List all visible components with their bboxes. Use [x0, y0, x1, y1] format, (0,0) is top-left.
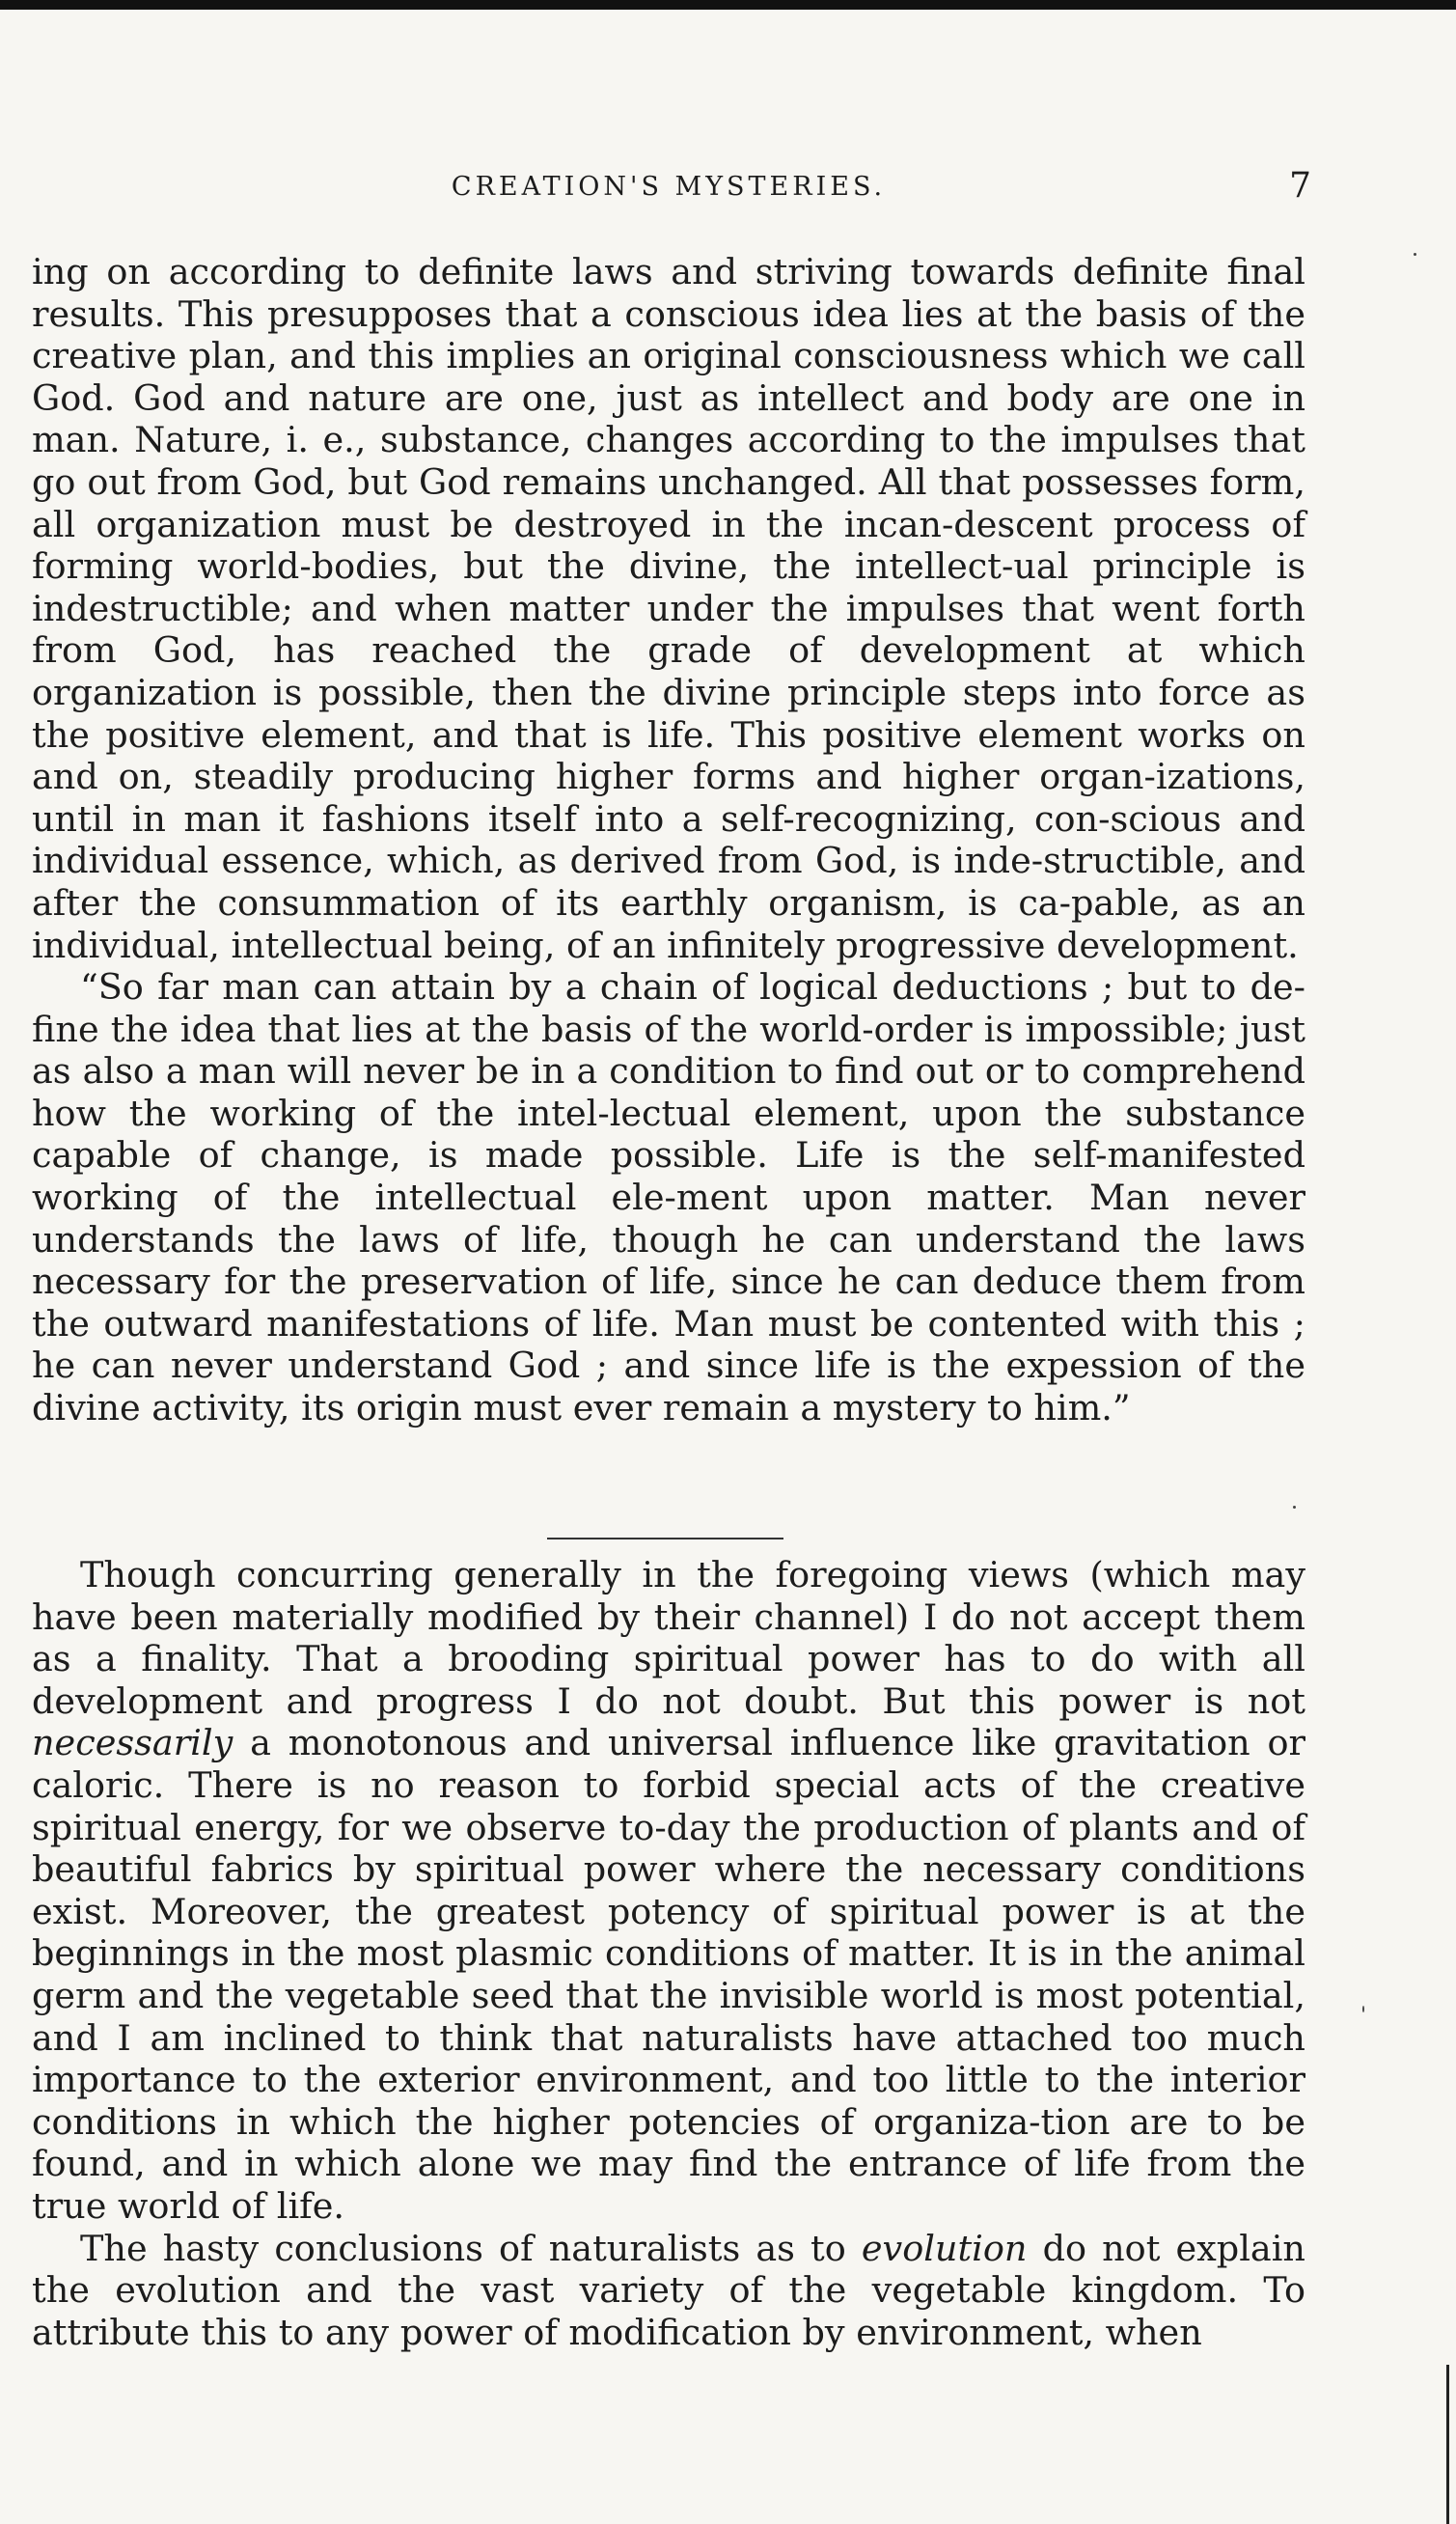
italic-term: evolution [861, 2227, 1028, 2269]
paragraph-evolution [32, 2228, 1305, 2354]
italic-term: necessarily [32, 1722, 234, 1764]
paragraph-commentary [32, 1554, 1305, 2228]
text-run: a monotonous and universal influence like gravitation or caloric. There is no reason to forbid special acts of the creative spiritual energy, for we observe to-day the production of plants and of beautiful fabrics by spiritual power where the necessary conditions exist. Moreover, the greatest potency of spiritual power is at the beginnings in the most plasmic conditions of matter. It is in the animal germ and the vegetable seed that the invisible world is most potential, and I am inclined to think that naturalists have attached too much importance to the exterior environment, and too little to the interior conditions in which the higher potencies of organiza-tion are to be found, and in which alone we may find the entrance of life from the true world of life. [32, 1722, 1305, 2227]
paper-speck [1414, 253, 1416, 256]
paragraph-continued: ing on according to definite laws and striving towards definite final results. This presupposes that a conscious idea lies at the basis of the creative plan, and this implies an original consciousness which we call God. God and nature are one, just as intellect and body are one in man. Nature, i. e., substance, changes according to the impulses that go out from God, but God remains unchanged. All that possesses form, all organization must be destroyed in the incan-descent process of forming world-bodies, but the divine, the intellect-ual principle is indestructible; and when matter under the impulses that went forth from God, has reached the grade of development at which organization is possible, then the divine principle steps into force as the positive element, and that is life. This positive element works on and on, steadily producing higher forms and higher organ-izations, until in man it fashions itself into a self-recognizing, con-scious and individual essence, which, as derived from God, is inde-structible, and after the consummation of its earthly organism, is ca-pable, as an individual, intellectual being, of an infinitely progressive development. [32, 251, 1305, 966]
text-block-upper [32, 251, 1305, 1429]
page-number: 7 [1289, 166, 1311, 206]
text-run: do not explain the evolution and the vast variety of the vegetable kingdom. To attribute this to any power of modification by environment, when [32, 2227, 1305, 2353]
page-header [32, 166, 1311, 214]
page-edge-mark [1446, 2365, 1449, 2524]
section-divider [547, 1538, 783, 1539]
paper-speck [1362, 2006, 1364, 2012]
text-run: The hasty conclusions of naturalists as to [80, 2227, 846, 2269]
text-run: Though concurring generally in the foregoing views (which may have been materially modified by their channel) I do not accept them as a finality. That a brooding spiritual power has to do with all development and progress I do not doubt. But this power is not [32, 1554, 1305, 1722]
text-block-lower [32, 1554, 1305, 2353]
running-head: CREATION'S MYSTERIES. [451, 172, 887, 202]
top-border [0, 0, 1456, 10]
paper-speck [1293, 1506, 1296, 1509]
paragraph-quotation: “So far man can attain by a chain of logical deductions ; but to de-fine the idea that lies at the basis of the world-order is impossible; just as also a man will never be in a condition to find out or to comprehend how the working of the intel-lectual element, upon the substance capable of change, is made possible. Life is the self-manifested working of the intellectual ele-ment upon matter. Man never understands the laws of life, though he can understand the laws necessary for the preservation of life, since he can deduce them from the outward manifestations of life. Man must be contented with this ; he can never understand God ; and since life is the expession of the divine activity, its origin must ever remain a mystery to him.” [32, 966, 1305, 1429]
